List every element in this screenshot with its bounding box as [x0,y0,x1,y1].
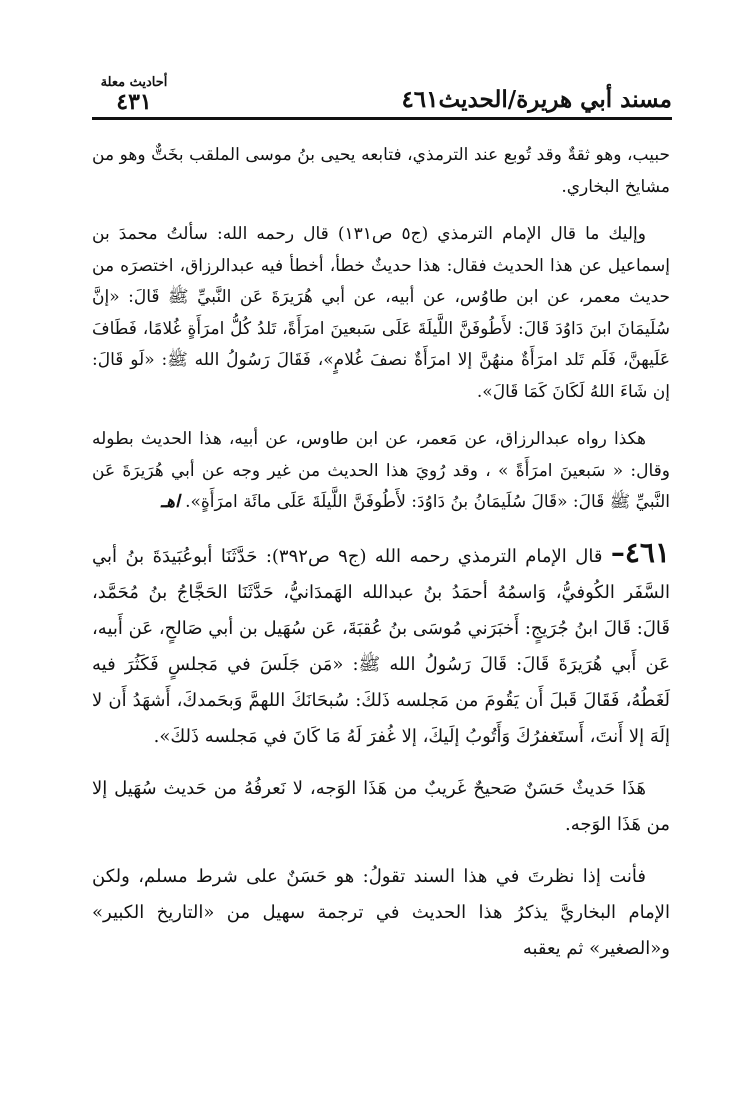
page-header [92,75,672,120]
paragraph-analysis: فأنت إذا نظرتَ في هذا السند تقولُ: هو حَسَنٌ على شرط مسلم، ولكن الإمام البخاريَّ يذكرُ هذا الحديث في ترجمة سهيل من «التاريخ الكبير» و«الصغير» ثم يعقبه [92,865,670,959]
page-body [92,140,670,983]
page-number-block [90,76,178,114]
page-number: ٤٣١ [116,89,152,115]
end-mark: اهـ [161,492,180,512]
hadith-dash: – [610,535,625,569]
header-rule [92,117,672,120]
hadith-number: ٤٦١ [624,535,671,569]
paragraph-tirmidhi-quote: وإليك ما قال الإمام الترمذي (ج٥ ص١٣١) قال رحمه الله: سألتُ محمدَ بن إسماعيل عن هذا الحديث فقال: هذا حديثٌ خطأ، أخطأ فيه عبدالرزاق، اختصرَه من حديث معمر، عن ابن طاوُس، عن أبيه، عن أبي هُرَيرَةَ عَن النَّبيِّ ﷺ قَالَ: «إنَّ سُلَيمَانَ ابنَ دَاوُدَ قَالَ: لأَطُوفَنَّ اللَّيلَةَ عَلَى سَبعينَ امرَأَةً، تَلدُ كُلُّ امرَأَةٍ غُلامًا، فَطَافَ عَلَيهنَّ، فَلَم تَلد امرَأَةٌ منهُنَّ إلا امرَأَةٌ نصفَ غُلامٍ»، فَقَالَ رَسُولُ الله ﷺ: «لَو قَالَ: إن شَاءَ اللهُ لَكَانَ كَمَا قَالَ». [92,224,670,402]
paragraph-continuation: حبيب، وهو ثقةٌ وقد تُوبع عند الترمذي، فتابعه يحيى بنُ موسى الملقب بخَتٌّ وهو من مشايخ البخاري. [92,145,670,197]
hadith-461 [92,535,670,755]
hadith-text: قال الإمام الترمذي رحمه الله (ج٩ ص٣٩٢): حَدَّثَنَا أبوعُبَيدَةَ بنُ أبي السَّفَر الكُوفيُّ، وَاسمُهُ أحمَدُ بنُ عبدالله الهَمدَانيُّ، حَدَّثَنَا الحَجَّاجُ بنُ مُحَمَّد، قَالَ: قَالَ ابنُ جُرَيجٍ: أَخبَرَني مُوسَى بنُ عُقبَةَ، عَن سُهَيل بن أبي صَالحٍ، عَن أَبيه، عَن أَبي هُرَيرَةَ قَالَ: قَالَ رَسُولُ الله ﷺ: «مَن جَلَسَ في مَجلسٍ فَكَثُرَ فيه لَغَطُهُ، فَقَالَ قَبلَ أَن يَقُومَ من مَجلسه ذَلكَ: سُبحَانَكَ اللهمَّ وَبحَمدكَ، أَشهَدُ أَن لا إلَهَ إلا أَنتَ، أَستَغفرُكَ وَأَتُوبُ إلَيكَ، إلا غُفرَ لَهُ مَا كَانَ في مَجلسه ذَلكَ». [92,545,670,747]
collection-title: أحاديث معلة [100,75,168,90]
paragraph-grading: هَذَا حَديثٌ حَسَنٌ صَحيحٌ غَريبٌ من هَذَا الوَجه، لا نَعرفُهُ من حَديث سُهَيل إلا من هَذَا الوَجه. [92,777,670,835]
paragraph-abdurrazzaq [92,424,670,519]
header-title: مسند أبي هريرة/الحديث٤٦١ [401,86,672,113]
paragraph-text: هكذا رواه عبدالرزاق، عن مَعمر، عن ابن طاوس، عن أبيه، هذا الحديث بطوله وقال: « سَبعينَ امرَأَةً » ، وقد رُويَ هذا الحديث من غير وجه عن أبي هُرَيرَةَ عَن النَّبيِّ ﷺ قَالَ: «قَالَ سُلَيمَانُ بنُ دَاوُدَ: لأَطُوفَنَّ اللَّيلَةَ عَلَى مائَة امرَأَةٍ». [92,429,670,512]
